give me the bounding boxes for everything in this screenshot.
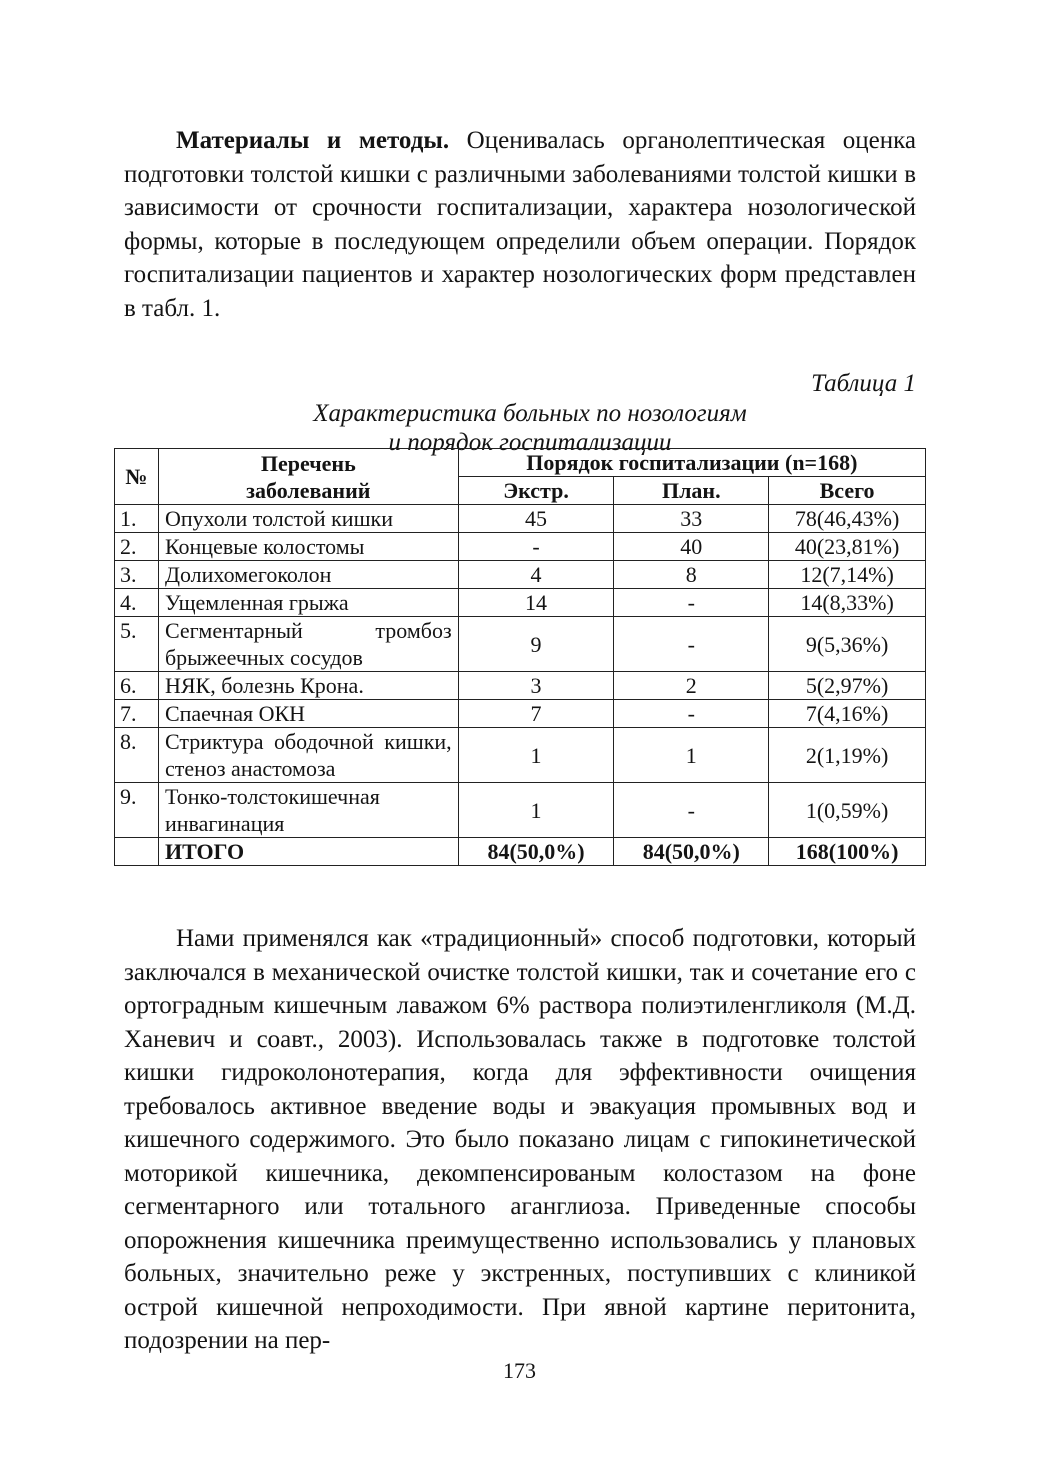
- row-planned: 2: [614, 672, 769, 700]
- total-label: ИТОГО: [158, 838, 458, 866]
- row-num: 1.: [115, 505, 159, 533]
- total-emergency: 84(50,0%): [458, 838, 614, 866]
- table-label: Таблица 1: [811, 370, 916, 397]
- total-all: 168(100%): [769, 838, 926, 866]
- header-emergency: Экстр.: [458, 477, 614, 505]
- header-num: №: [115, 449, 159, 505]
- row-num: 2.: [115, 533, 159, 561]
- row-planned: -: [614, 700, 769, 728]
- row-num: 7.: [115, 700, 159, 728]
- row-name: Тонко-толстокишечная инвагинация: [158, 783, 458, 838]
- row-emergency: 1: [458, 783, 614, 838]
- row-total: 40(23,81%): [769, 533, 926, 561]
- row-name: Долихомегоколон: [158, 561, 458, 589]
- row-num: 9.: [115, 783, 159, 838]
- disease-table: [114, 448, 926, 866]
- row-name: Сегментарный тромбоз брыжеечных сосудов: [158, 617, 458, 672]
- row-name: Опухоли толстой кишки: [158, 505, 458, 533]
- page-content: [124, 124, 916, 457]
- row-emergency: -: [458, 533, 614, 561]
- row-num: 4.: [115, 589, 159, 617]
- body-section: [124, 922, 916, 1358]
- intro-text: Оценивалась органолептическая оценка подготовки толстой кишки с различными заболеваниями толстой кишки в зависимости от срочности госпитализации, характера нозологической формы, которые в последующем определили объем операции. Порядок госпитализации пациентов и характер нозологических форм представлен в табл. 1.: [124, 127, 916, 322]
- row-total: 78(46,43%): [769, 505, 926, 533]
- row-num: 8.: [115, 728, 159, 783]
- total-planned: 84(50,0%): [614, 838, 769, 866]
- row-emergency: 3: [458, 672, 614, 700]
- table-row: [115, 561, 926, 589]
- row-name: Ущемленная грыжа: [158, 589, 458, 617]
- total-num-cell: [115, 838, 159, 866]
- row-total: 1(0,59%): [769, 783, 926, 838]
- row-name: Спаечная ОКН: [158, 700, 458, 728]
- header-disease: Перечень заболеваний: [158, 449, 458, 505]
- row-num: 5.: [115, 617, 159, 672]
- row-planned: -: [614, 589, 769, 617]
- row-emergency: 9: [458, 617, 614, 672]
- row-total: 2(1,19%): [769, 728, 926, 783]
- row-planned: 8: [614, 561, 769, 589]
- row-name: Концевые колостомы: [158, 533, 458, 561]
- row-total: 12(7,14%): [769, 561, 926, 589]
- row-emergency: 4: [458, 561, 614, 589]
- row-planned: 40: [614, 533, 769, 561]
- table-row: [115, 783, 926, 838]
- row-total: 14(8,33%): [769, 589, 926, 617]
- row-planned: -: [614, 783, 769, 838]
- intro-paragraph: [124, 124, 916, 325]
- row-planned: -: [614, 617, 769, 672]
- header-group: Порядок госпитализации (n=168): [458, 449, 925, 477]
- row-total: 9(5,36%): [769, 617, 926, 672]
- row-emergency: 45: [458, 505, 614, 533]
- table-row: [115, 700, 926, 728]
- row-total: 7(4,16%): [769, 700, 926, 728]
- row-name: Стриктура ободочной кишки, стеноз анастомоза: [158, 728, 458, 783]
- row-name: НЯК, болезнь Крона.: [158, 672, 458, 700]
- table-row: [115, 617, 926, 672]
- row-emergency: 14: [458, 589, 614, 617]
- row-planned: 1: [614, 728, 769, 783]
- table-row: [115, 728, 926, 783]
- table-title-line2: и порядок госпитализации: [388, 429, 672, 456]
- row-emergency: 1: [458, 728, 614, 783]
- table-total-row: [115, 838, 926, 866]
- table-header-row: [115, 449, 926, 477]
- row-emergency: 7: [458, 700, 614, 728]
- table-row: [115, 589, 926, 617]
- table-row: [115, 672, 926, 700]
- body-paragraph: Нами применялся как «традиционный» способ подготовки, который заключался в механической очистке толстой кишки, так и сочетание его с ортоградным кишечным лаважом 6% раствора полиэтиленгликоля (М.Д. Ханевич и соавт., 2003). Использовалась также в подготовке толстой кишки гидроколонотерапия, когда для эффективности очищения требовалось активное введение воды и эвакуация промывных вод и кишечного содержимого. Это было показано лицам с гипокинетической моторикой кишечника, декомпенсированым колостазом на фоне сегментарного или тотального аганглиоза. Приведенные способы опорожнения кишечника преимущественно использовались у плановых больных, значительно реже у экстренных, поступивших с клиникой острой кишечной непроходимости. При явной картине перитонита, подозрении на пер-: [124, 925, 916, 1354]
- page-number: 173: [503, 1358, 536, 1383]
- table-row: [115, 505, 926, 533]
- table-row: [115, 533, 926, 561]
- row-num: 3.: [115, 561, 159, 589]
- table-title-line1: Характеристика больных по нозологиям: [313, 400, 747, 427]
- header-planned: План.: [614, 477, 769, 505]
- header-total: Всего: [769, 477, 926, 505]
- row-total: 5(2,97%): [769, 672, 926, 700]
- row-planned: 33: [614, 505, 769, 533]
- row-num: 6.: [115, 672, 159, 700]
- intro-lead: Материалы и методы.: [176, 127, 450, 154]
